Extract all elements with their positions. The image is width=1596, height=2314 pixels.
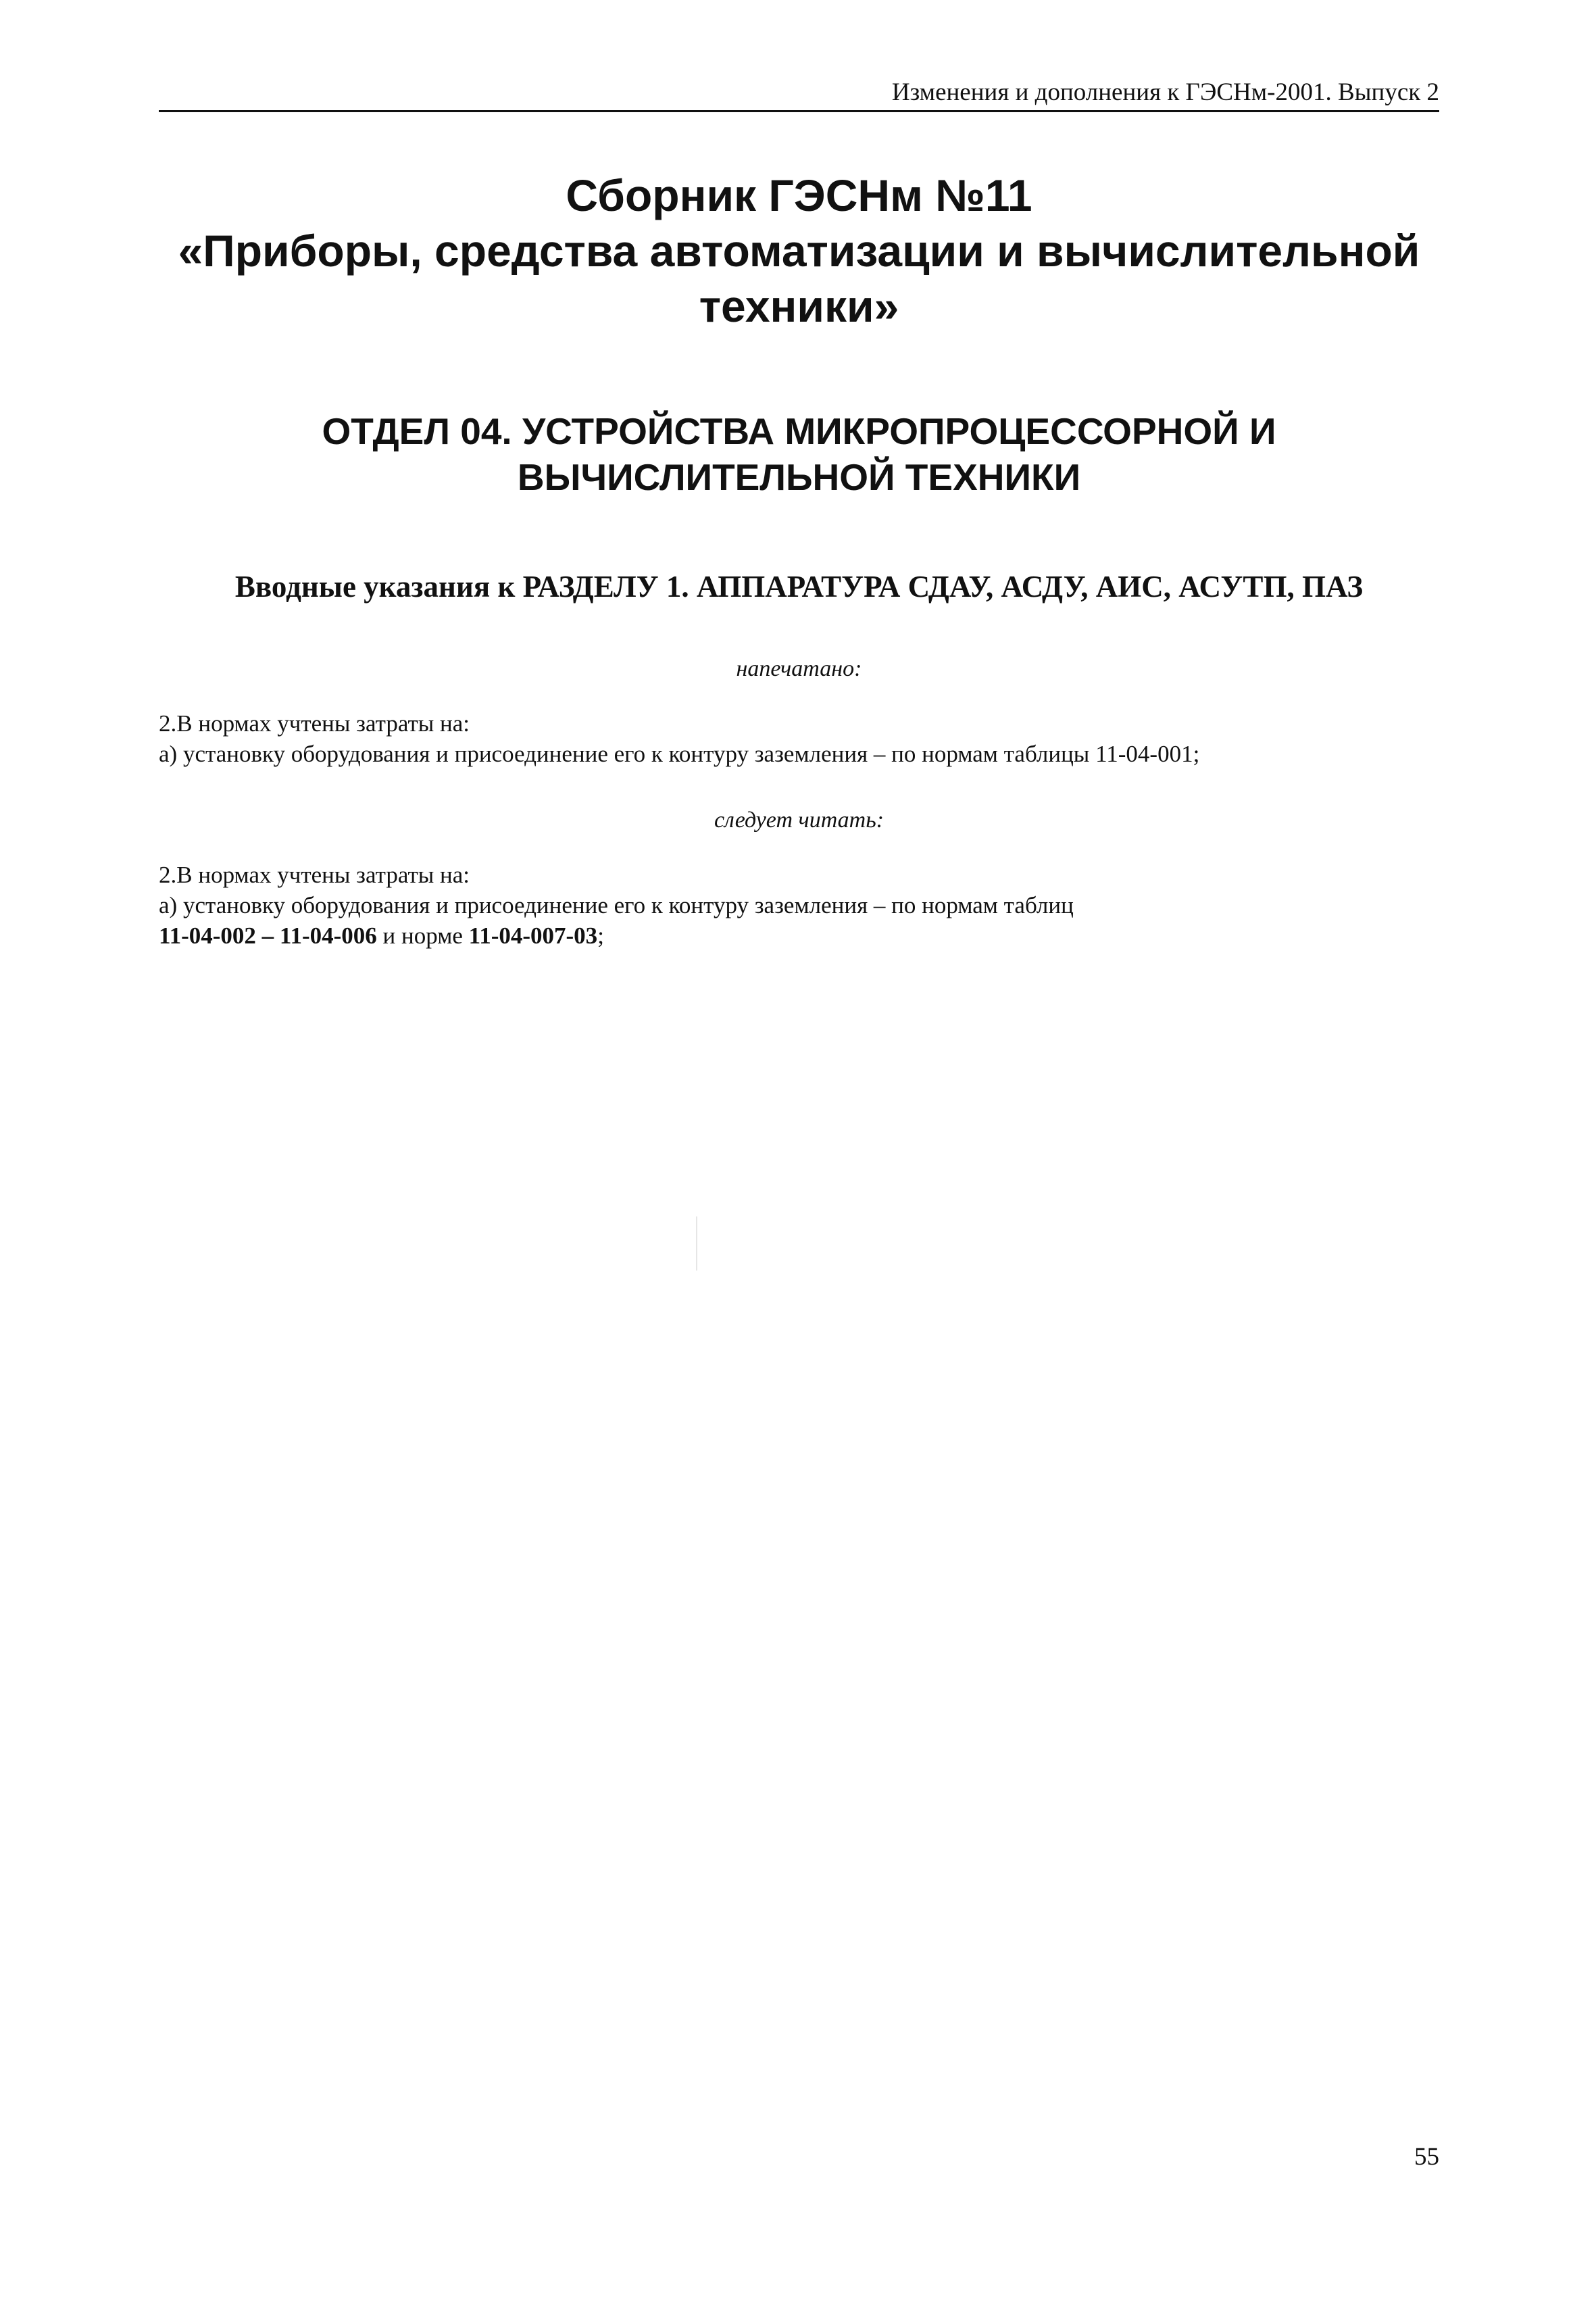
should-read-line-2: а) установку оборудования и присоединение его к контуру заземления – по нормам таблиц (159, 892, 1074, 918)
page-number: 55 (1414, 2143, 1439, 2171)
should-read-marker: следует читать: (714, 808, 884, 833)
printed-paragraph (159, 708, 1439, 769)
printed-line-1: 2.В нормах учтены затраты на: (159, 710, 470, 737)
table-range: 11-04-002 – 11-04-006 (159, 922, 377, 949)
scan-artifact (696, 1216, 697, 1271)
norm-reference: 11-04-007-03 (468, 922, 598, 949)
collection-title-line-3: техники» (699, 281, 899, 331)
should-read-paragraph (159, 860, 1439, 951)
collection-title-line-1: Сборник ГЭСНм №11 (566, 170, 1032, 220)
section-title-line-2: ВЫЧИСЛИТЕЛЬНОЙ ТЕХНИКИ (517, 456, 1081, 498)
collection-title (159, 168, 1439, 334)
section-title-line-1: ОТДЕЛ 04. УСТРОЙСТВА МИКРОПРОЦЕССОРНОЙ И (322, 410, 1276, 452)
range-connector: и норме (376, 922, 469, 949)
running-header: Изменения и дополнения к ГЭСНм-2001. Выпуск 2 (891, 78, 1439, 106)
header-rule (159, 110, 1439, 112)
section-title (159, 408, 1439, 500)
intro-heading: Вводные указания к РАЗДЕЛУ 1. АППАРАТУРА СДАУ, АСДУ, АИС, АСУТП, ПАЗ (234, 570, 1364, 604)
printed-line-2: а) установку оборудования и присоединение его к контуру заземления – по нормам таблицы 11-04-001; (159, 741, 1200, 767)
should-read-line-3 (159, 920, 1439, 951)
line-terminator: ; (597, 922, 604, 949)
collection-title-line-2: «Приборы, средства автоматизации и вычислительной (178, 226, 1420, 276)
should-read-line-1: 2.В нормах учтены затраты на: (159, 862, 470, 888)
printed-marker: напечатано: (736, 656, 862, 681)
